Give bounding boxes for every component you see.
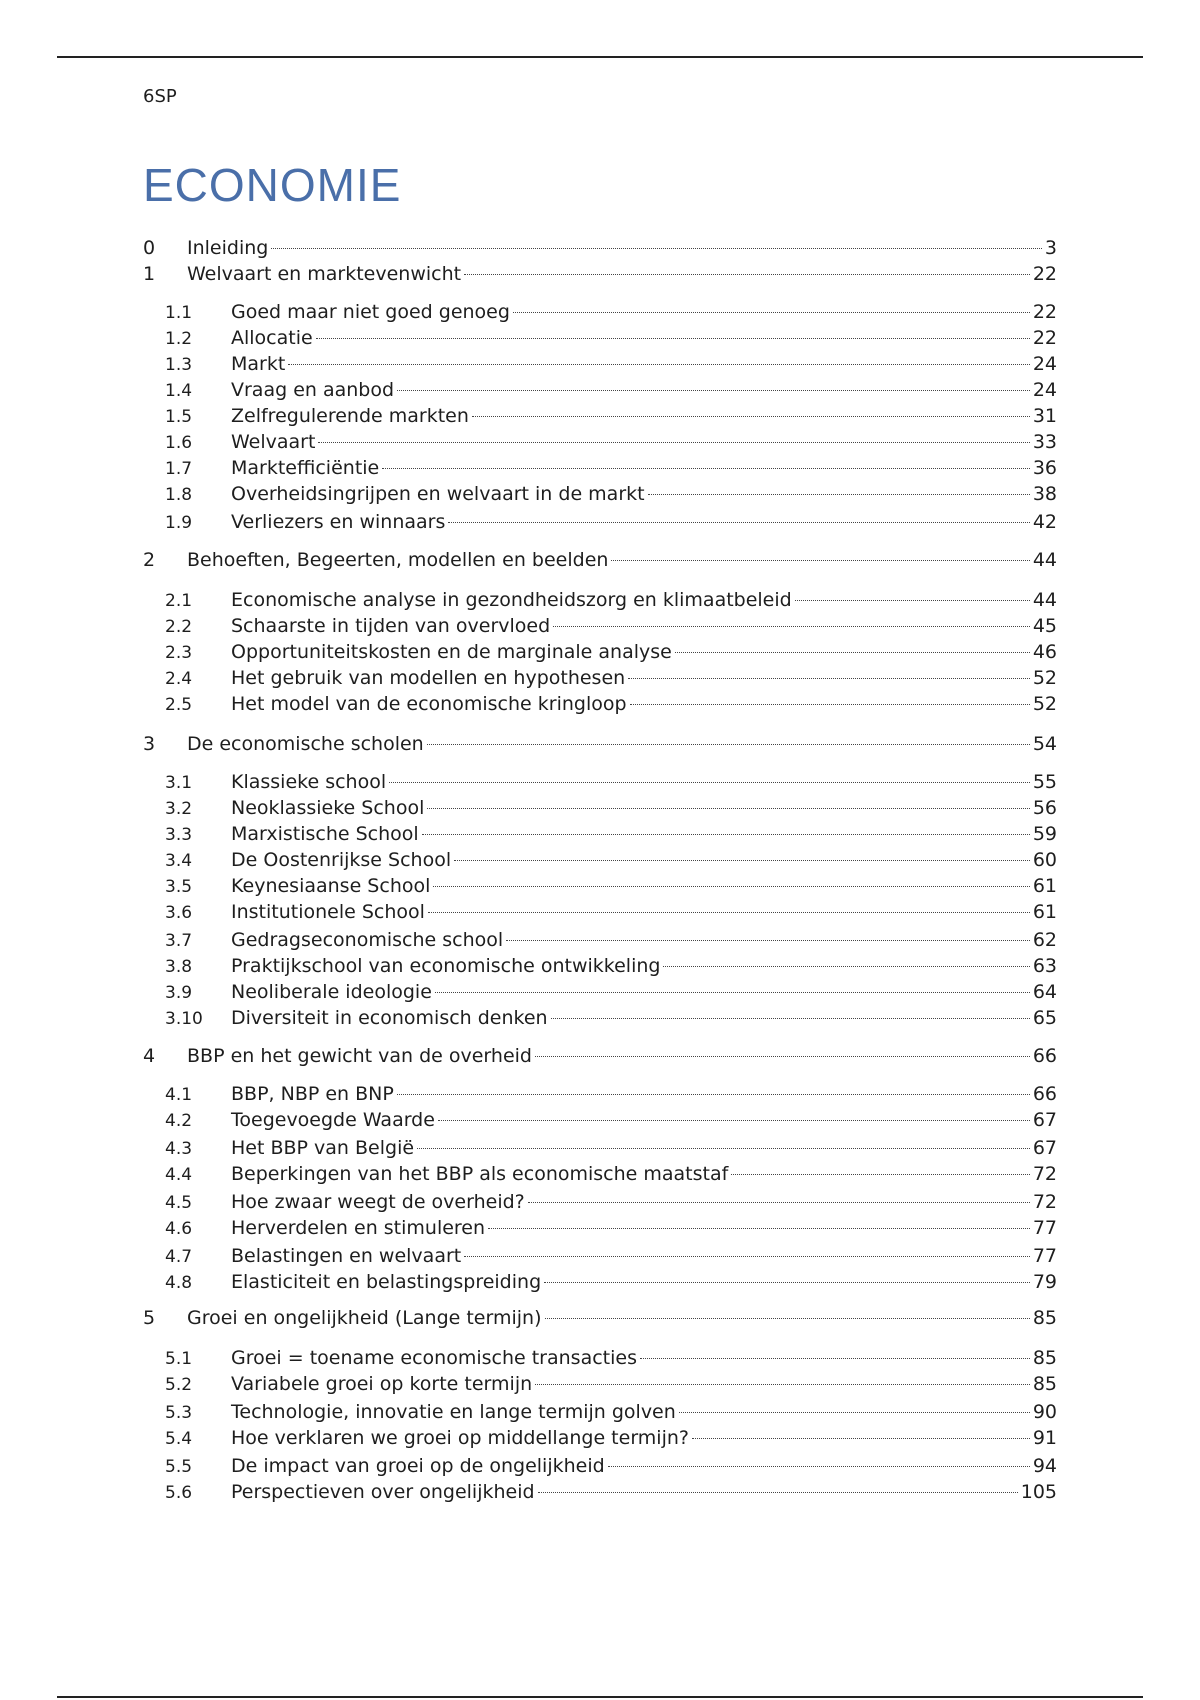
toc-dot-leader <box>464 274 1030 275</box>
toc-entry-title: Neoliberale ideologie <box>231 981 432 1003</box>
toc-dot-leader <box>318 442 1029 443</box>
toc-dot-leader <box>535 1384 1030 1385</box>
toc-entry-number: 1.4 <box>165 381 193 401</box>
toc-entry-number: 0 <box>143 237 156 259</box>
toc-entry-number: 4.7 <box>165 1247 193 1267</box>
toc-section-entry[interactable] <box>165 928 1057 953</box>
toc-page-number: 46 <box>1032 641 1057 663</box>
toc-section-entry[interactable] <box>165 874 1057 899</box>
toc-chapter-entry[interactable] <box>143 262 1057 286</box>
toc-page-number: 36 <box>1032 457 1057 479</box>
toc-dot-leader <box>472 416 1030 417</box>
toc-section-entry[interactable] <box>165 456 1057 481</box>
toc-section-entry[interactable] <box>165 378 1057 403</box>
bottom-rule <box>57 1696 1143 1698</box>
toc-entry-number: 5.6 <box>165 1483 193 1503</box>
toc-dot-leader <box>611 560 1029 561</box>
toc-entry-title: Hoe zwaar weegt de overheid? <box>231 1191 525 1213</box>
toc-page-number: 90 <box>1032 1401 1057 1423</box>
toc-dot-leader <box>438 1120 1030 1121</box>
toc-page-number: 91 <box>1032 1427 1057 1449</box>
toc-entry-title: Het BBP van België <box>231 1137 415 1159</box>
toc-entry-title: Praktijkschool van economische ontwikkeling <box>231 955 661 977</box>
toc-entry-title: Elasticiteit en belastingspreiding <box>231 1271 542 1293</box>
toc-page-number: 59 <box>1032 823 1057 845</box>
toc-page-number: 79 <box>1032 1271 1057 1293</box>
toc-entry-number: 1.8 <box>165 485 193 505</box>
toc-entry-title: Het gebruik van modellen en hypothesen <box>231 667 626 689</box>
toc-dot-leader <box>427 744 1030 745</box>
toc-chapter-entry[interactable] <box>143 1306 1057 1330</box>
toc-page-number: 55 <box>1032 771 1057 793</box>
toc-section-entry[interactable] <box>165 1426 1057 1451</box>
toc-dot-leader <box>513 312 1030 313</box>
toc-entry-title: Gedragseconomische school <box>231 929 504 951</box>
toc-entry-title: Behoeften, Begeerten, modellen en beelden <box>187 549 609 571</box>
toc-entry-number: 1.5 <box>165 407 193 427</box>
toc-page-number: 60 <box>1032 849 1057 871</box>
toc-page-number: 38 <box>1032 483 1057 505</box>
toc-page-number: 67 <box>1032 1109 1057 1131</box>
toc-section-entry[interactable] <box>165 1454 1057 1479</box>
toc-page-number: 31 <box>1032 405 1057 427</box>
toc-page-number: 61 <box>1032 901 1057 923</box>
toc-entry-number: 2.2 <box>165 617 193 637</box>
toc-section-entry[interactable] <box>165 1480 1057 1505</box>
toc-entry-number: 4 <box>143 1045 156 1067</box>
toc-entry-title: Belastingen en welvaart <box>231 1245 462 1267</box>
toc-dot-leader <box>731 1174 1030 1175</box>
toc-entry-title: Diversiteit in economisch denken <box>231 1007 548 1029</box>
toc-dot-leader <box>795 600 1030 601</box>
toc-entry-title: Groei = toename economische transacties <box>231 1347 637 1369</box>
toc-page-number: 44 <box>1032 549 1057 571</box>
toc-entry-number: 4.6 <box>165 1219 193 1239</box>
toc-page-number: 54 <box>1032 733 1057 755</box>
toc-entry-title: Markt <box>231 353 286 375</box>
toc-section-entry[interactable] <box>165 900 1057 925</box>
toc-entry-number: 3.6 <box>165 903 193 923</box>
toc-dot-leader <box>608 1466 1030 1467</box>
toc-section-entry[interactable] <box>165 300 1057 325</box>
toc-entry-number: 3.8 <box>165 957 193 977</box>
toc-dot-leader <box>435 992 1030 993</box>
toc-page-number: 3 <box>1044 237 1057 259</box>
toc-chapter-entry[interactable] <box>143 1044 1057 1068</box>
toc-entry-number: 4.3 <box>165 1139 193 1159</box>
toc-entry-number: 4.8 <box>165 1273 193 1293</box>
toc-entry-number: 2.1 <box>165 591 193 611</box>
toc-entry-number: 1 <box>143 263 156 285</box>
toc-section-entry[interactable] <box>165 954 1057 979</box>
toc-page-number: 64 <box>1032 981 1057 1003</box>
toc-page-number: 105 <box>1020 1481 1057 1503</box>
toc-page-number: 22 <box>1032 301 1057 323</box>
toc-dot-leader <box>675 652 1030 653</box>
toc-entry-title: Verliezers en winnaars <box>231 511 446 533</box>
toc-section-entry[interactable] <box>165 1400 1057 1425</box>
toc-entry-number: 1.3 <box>165 355 193 375</box>
toc-page-number: 62 <box>1032 929 1057 951</box>
toc-page-number: 67 <box>1032 1137 1057 1159</box>
toc-section-entry[interactable] <box>165 1270 1057 1295</box>
toc-dot-leader <box>628 678 1030 679</box>
page-title: ECONOMIE <box>143 159 402 211</box>
toc-section-entry[interactable] <box>165 666 1057 691</box>
toc-entry-number: 1.1 <box>165 303 193 323</box>
toc-entry-title: Marxistische School <box>231 823 419 845</box>
toc-section-entry[interactable] <box>165 796 1057 821</box>
toc-dot-leader <box>488 1228 1030 1229</box>
toc-dot-leader <box>692 1438 1030 1439</box>
toc-page-number: 66 <box>1032 1083 1057 1105</box>
toc-section-entry[interactable] <box>165 822 1057 847</box>
toc-chapter-entry[interactable] <box>143 732 1057 756</box>
toc-page-number: 44 <box>1032 589 1057 611</box>
toc-dot-leader <box>538 1492 1018 1493</box>
toc-dot-leader <box>427 808 1029 809</box>
toc-section-entry[interactable] <box>165 482 1057 507</box>
toc-entry-title: Marktefficiëntie <box>231 457 380 479</box>
toc-entry-number: 5.4 <box>165 1429 193 1449</box>
toc-page-number: 66 <box>1032 1045 1057 1067</box>
toc-entry-title: Goed maar niet goed genoeg <box>231 301 510 323</box>
toc-dot-leader <box>397 390 1030 391</box>
toc-entry-title: BBP en het gewicht van de overheid <box>187 1045 532 1067</box>
toc-page-number: 85 <box>1032 1373 1057 1395</box>
toc-entry-number: 2 <box>143 549 156 571</box>
toc-page-number: 45 <box>1032 615 1057 637</box>
toc-page-number: 56 <box>1032 797 1057 819</box>
toc-dot-leader <box>630 704 1030 705</box>
toc-page-number: 94 <box>1032 1455 1057 1477</box>
toc-entry-number: 4.1 <box>165 1085 193 1105</box>
toc-entry-title: Economische analyse in gezondheidszorg en klimaatbeleid <box>231 589 792 611</box>
toc-entry-title: Overheidsingrijpen en welvaart in de markt <box>231 483 645 505</box>
toc-dot-leader <box>528 1202 1030 1203</box>
toc-page-number: 42 <box>1032 511 1057 533</box>
toc-dot-leader <box>464 1256 1030 1257</box>
toc-entry-title: Het model van de economische kringloop <box>231 693 627 715</box>
toc-entry-title: BBP, NBP en BNP <box>231 1083 394 1105</box>
toc-section-entry[interactable] <box>165 1082 1057 1107</box>
toc-dot-leader <box>389 782 1030 783</box>
toc-section-entry[interactable] <box>165 1006 1057 1031</box>
toc-entry-title: Herverdelen en stimuleren <box>231 1217 486 1239</box>
toc-entry-title: Beperkingen van het BBP als economische maatstaf <box>231 1163 729 1185</box>
toc-dot-leader <box>544 1282 1030 1283</box>
toc-entry-number: 3.10 <box>165 1009 203 1029</box>
toc-page-number: 72 <box>1032 1191 1057 1213</box>
toc-page-number: 63 <box>1032 955 1057 977</box>
toc-section-entry[interactable] <box>165 1162 1057 1187</box>
toc-entry-number: 5.5 <box>165 1457 193 1477</box>
toc-entry-number: 1.6 <box>165 433 193 453</box>
toc-chapter-entry[interactable] <box>143 236 1057 260</box>
toc-section-entry[interactable] <box>165 352 1057 377</box>
toc-page-number: 72 <box>1032 1163 1057 1185</box>
toc-entry-title: Klassieke school <box>231 771 387 793</box>
toc-dot-leader <box>663 966 1029 967</box>
toc-dot-leader <box>535 1056 1030 1057</box>
toc-dot-leader <box>679 1412 1030 1413</box>
toc-page-number: 24 <box>1032 353 1057 375</box>
toc-section-entry[interactable] <box>165 640 1057 665</box>
toc-entry-number: 3.4 <box>165 851 193 871</box>
toc-section-entry[interactable] <box>165 770 1057 795</box>
toc-entry-title: Welvaart en marktevenwicht <box>187 263 462 285</box>
toc-section-entry[interactable] <box>165 1216 1057 1241</box>
toc-dot-leader <box>271 248 1042 249</box>
toc-entry-title: Keynesiaanse School <box>231 875 431 897</box>
toc-dot-leader <box>422 834 1030 835</box>
toc-section-entry[interactable] <box>165 614 1057 639</box>
toc-section-entry[interactable] <box>165 1136 1057 1161</box>
toc-section-entry[interactable] <box>165 692 1057 717</box>
toc-entry-number: 3.7 <box>165 931 193 951</box>
toc-page-number: 65 <box>1032 1007 1057 1029</box>
toc-entry-title: Allocatie <box>231 327 313 349</box>
toc-page-number: 22 <box>1032 327 1057 349</box>
toc-entry-number: 4.5 <box>165 1193 193 1213</box>
toc-dot-leader <box>454 860 1030 861</box>
toc-dot-leader <box>417 1148 1030 1149</box>
toc-entry-title: De Oostenrijkse School <box>231 849 452 871</box>
toc-entry-number: 1.9 <box>165 513 193 533</box>
toc-entry-number: 3.5 <box>165 877 193 897</box>
toc-section-entry[interactable] <box>165 326 1057 351</box>
toc-dot-leader <box>288 364 1030 365</box>
toc-dot-leader <box>553 626 1030 627</box>
toc-entry-number: 5 <box>143 1307 156 1329</box>
toc-entry-title: Perspectieven over ongelijkheid <box>231 1481 535 1503</box>
course-code: 6SP <box>143 86 177 107</box>
toc-page-number: 22 <box>1032 263 1057 285</box>
toc-page-number: 52 <box>1032 693 1057 715</box>
toc-section-entry[interactable] <box>165 1372 1057 1397</box>
toc-dot-leader <box>382 468 1030 469</box>
toc-entry-title: Technologie, innovatie en lange termijn golven <box>231 1401 676 1423</box>
toc-dot-leader <box>648 494 1030 495</box>
toc-page-number: 33 <box>1032 431 1057 453</box>
toc-section-entry[interactable] <box>165 1244 1057 1269</box>
toc-dot-leader <box>551 1018 1030 1019</box>
toc-entry-number: 3 <box>143 733 156 755</box>
toc-entry-title: De economische scholen <box>187 733 424 755</box>
toc-section-entry[interactable] <box>165 510 1057 535</box>
toc-entry-number: 3.2 <box>165 799 193 819</box>
toc-entry-title: Toegevoegde Waarde <box>231 1109 435 1131</box>
toc-dot-leader <box>640 1358 1030 1359</box>
toc-entry-title: Zelfregulerende markten <box>231 405 469 427</box>
toc-entry-title: Vraag en aanbod <box>231 379 395 401</box>
toc-entry-title: Hoe verklaren we groei op middellange termijn? <box>231 1427 689 1449</box>
toc-dot-leader <box>428 912 1030 913</box>
toc-page-number: 77 <box>1032 1245 1057 1267</box>
toc-section-entry[interactable] <box>165 404 1057 429</box>
toc-entry-title: Opportuniteitskosten en de marginale analyse <box>231 641 672 663</box>
toc-entry-number: 5.2 <box>165 1375 193 1395</box>
toc-entry-title: Neoklassieke School <box>231 797 425 819</box>
toc-entry-number: 3.1 <box>165 773 193 793</box>
toc-section-entry[interactable] <box>165 848 1057 873</box>
toc-page-number: 77 <box>1032 1217 1057 1239</box>
toc-dot-leader <box>433 886 1029 887</box>
toc-page-number: 24 <box>1032 379 1057 401</box>
toc-entry-title: Groei en ongelijkheid (Lange termijn) <box>187 1307 542 1329</box>
toc-entry-number: 3.9 <box>165 983 193 1003</box>
toc-section-entry[interactable] <box>165 980 1057 1005</box>
toc-section-entry[interactable] <box>165 1108 1057 1133</box>
toc-entry-number: 1.7 <box>165 459 193 479</box>
toc-chapter-entry[interactable] <box>143 548 1057 572</box>
toc-entry-title: Schaarste in tijden van overvloed <box>231 615 551 637</box>
toc-section-entry[interactable] <box>165 430 1057 455</box>
toc-entry-number: 4.4 <box>165 1165 193 1185</box>
toc-entry-number: 5.1 <box>165 1349 193 1369</box>
toc-dot-leader <box>506 940 1030 941</box>
toc-entry-number: 3.3 <box>165 825 193 845</box>
toc-page-number: 52 <box>1032 667 1057 689</box>
toc-section-entry[interactable] <box>165 588 1057 613</box>
toc-page-number: 85 <box>1032 1307 1057 1329</box>
toc-entry-title: Welvaart <box>231 431 316 453</box>
toc-entry-number: 1.2 <box>165 329 193 349</box>
toc-entry-title: De impact van groei op de ongelijkheid <box>231 1455 605 1477</box>
toc-entry-number: 5.3 <box>165 1403 193 1423</box>
toc-page-number: 85 <box>1032 1347 1057 1369</box>
toc-dot-leader <box>397 1094 1030 1095</box>
toc-section-entry[interactable] <box>165 1190 1057 1215</box>
toc-entry-title: Institutionele School <box>231 901 425 923</box>
toc-entry-number: 2.3 <box>165 643 193 663</box>
toc-entry-title: Variabele groei op korte termijn <box>231 1373 533 1395</box>
toc-page-number: 61 <box>1032 875 1057 897</box>
toc-dot-leader <box>448 522 1029 523</box>
toc-entry-number: 4.2 <box>165 1111 193 1131</box>
toc-dot-leader <box>316 338 1030 339</box>
toc-entry-number: 2.5 <box>165 695 193 715</box>
toc-dot-leader <box>545 1318 1030 1319</box>
toc-section-entry[interactable] <box>165 1346 1057 1371</box>
toc-entry-number: 2.4 <box>165 669 193 689</box>
toc-entry-title: Inleiding <box>187 237 269 259</box>
top-rule <box>57 56 1143 58</box>
